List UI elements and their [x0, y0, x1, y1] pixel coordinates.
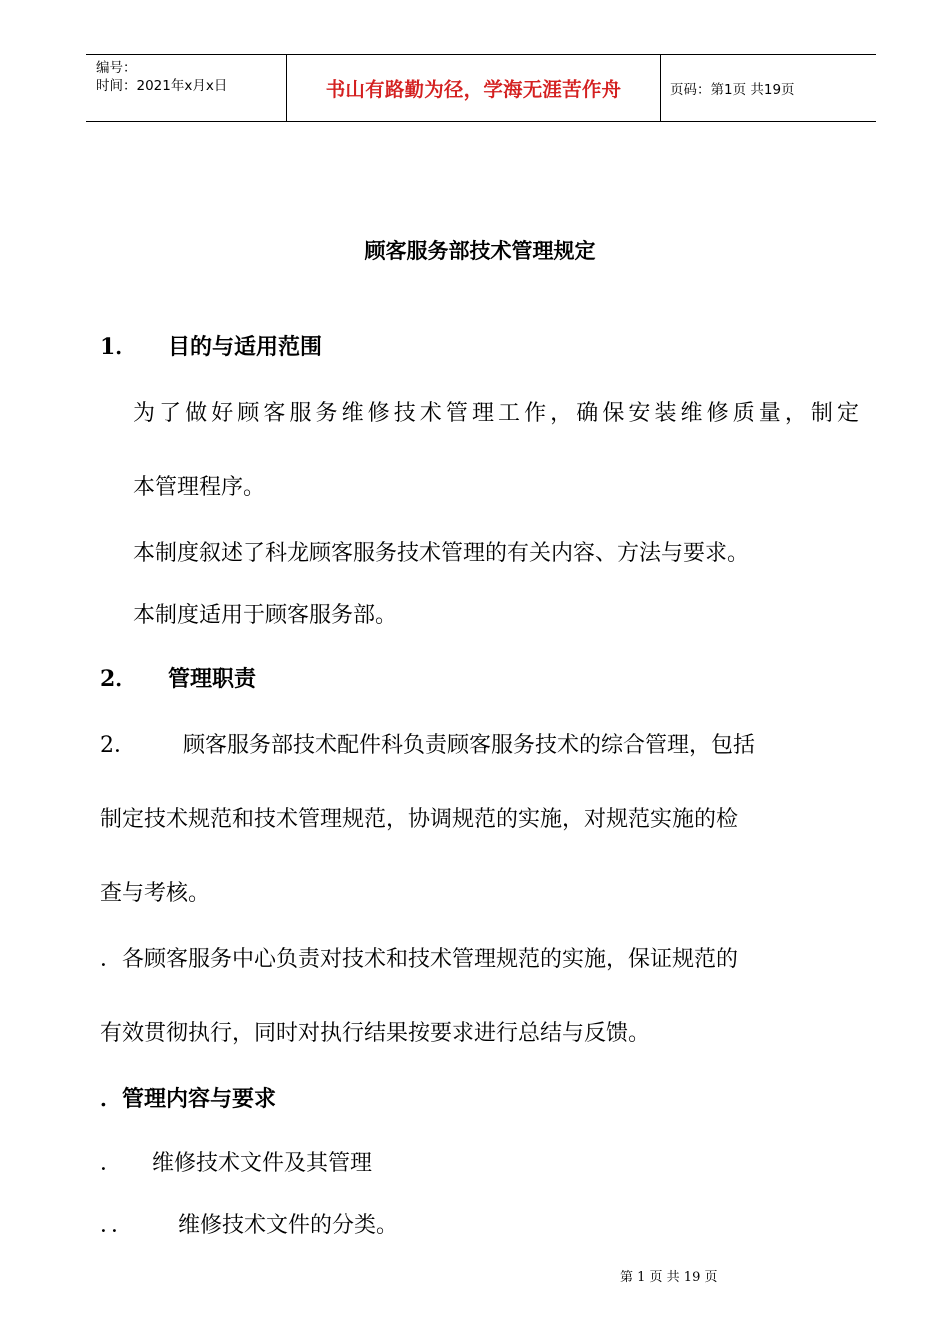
- document-title: 顾客服务部技术管理规定: [364, 238, 596, 263]
- paragraph-5-line-2: 有效贯彻执行，同时对执行结果按要求进行总结与反馈。: [100, 1021, 651, 1046]
- paragraph-2: 本制度叙述了科龙顾客服务技术管理的有关内容、方法与要求。: [133, 541, 750, 566]
- section-1-number: 1．: [100, 334, 138, 360]
- section-3-1-1-number: ．．: [100, 1213, 134, 1238]
- document-number-label: 编号：: [96, 60, 137, 76]
- section-3-1-1-heading: [100, 1208, 398, 1239]
- paragraph-5-line-1: ．各顾客服务中心负责对技术和技术管理规范的实施，保证规范的: [100, 947, 739, 972]
- section-3-1-heading: [100, 1146, 372, 1177]
- paragraph-4-number: 2．: [100, 733, 136, 758]
- paragraph-1-line-1: 为了做好顾客服务维修技术管理工作，确保安装维修质量，制定: [133, 401, 859, 426]
- section-3-1-title: 维修技术文件及其管理: [152, 1151, 373, 1176]
- paragraph-4-text: 顾客服务部技术配件科负责顾客服务技术的综合管理，包括: [183, 733, 756, 758]
- section-1-heading: [100, 330, 322, 361]
- paragraph-4-line-2: 制定技术规范和技术管理规范，协调规范的实施，对规范实施的检: [100, 807, 739, 832]
- header-page-info: 页码：第1页 共19页: [670, 82, 795, 98]
- section-1-title: 目的与适用范围: [168, 334, 323, 360]
- paragraph-3: 本制度适用于顾客服务部。: [133, 603, 398, 628]
- header-motto: 书山有路勤为径，学海无涯苦作舟: [287, 55, 661, 121]
- section-2-title: 管理职责: [168, 666, 257, 692]
- section-3-1-number: ．: [100, 1151, 123, 1176]
- page-footer: 第 1 页 共 19 页: [620, 1270, 718, 1285]
- paragraph-4-line-3: 查与考核。: [100, 881, 211, 906]
- section-3-1-1-title: 维修技术文件的分类。: [178, 1213, 399, 1238]
- section-2-heading: [100, 662, 256, 693]
- paragraph-1-line-2: 本管理程序。: [133, 475, 266, 500]
- document-time-label: 时间：2021年x月x日: [96, 78, 228, 94]
- page-header: [86, 54, 876, 122]
- section-3-heading: ．管理内容与要求: [100, 1086, 277, 1112]
- paragraph-4-line-1: [100, 728, 755, 759]
- header-meta: [86, 55, 287, 121]
- section-2-number: 2．: [100, 666, 138, 692]
